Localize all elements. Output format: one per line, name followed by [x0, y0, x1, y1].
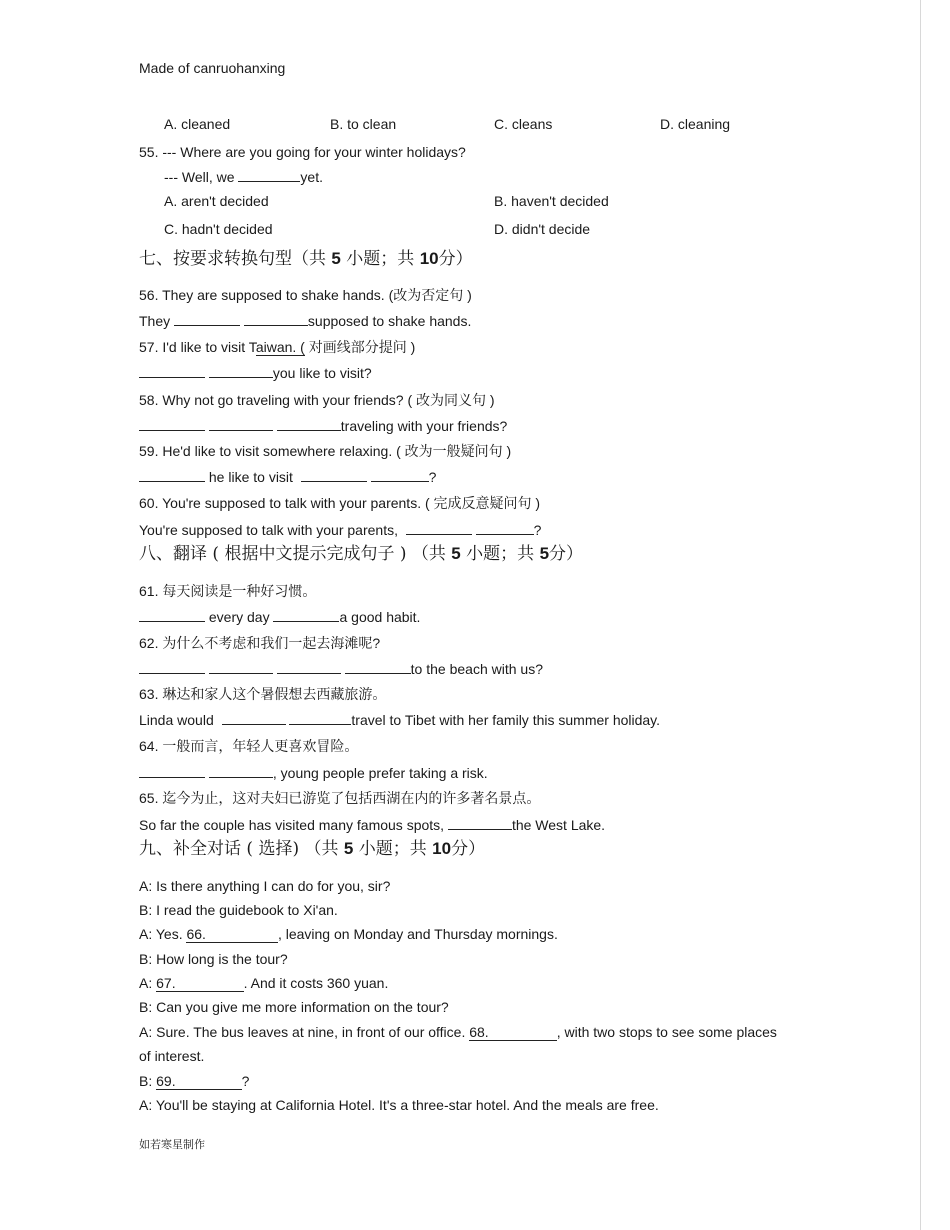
section-7-score: 10 [419, 249, 439, 268]
q54-option-a: A. cleaned [164, 116, 231, 132]
answer-blank [277, 417, 341, 431]
q56-stem: 56. They are supposed to shake hands. (改为否定句 ) [139, 287, 472, 303]
answer-blank [406, 521, 472, 535]
blank-number: 68. [469, 1024, 489, 1040]
q57-stem [139, 338, 415, 356]
answer-blank [209, 660, 273, 674]
section-9-post: 分） [451, 839, 486, 859]
q56-answer-pre: They [139, 313, 171, 329]
section-8-count: 5 [451, 544, 461, 563]
blank-66 [186, 926, 277, 943]
q55-option-d: D. didn't decide [494, 221, 591, 237]
answer-blank [209, 364, 273, 378]
dialog-line [139, 1023, 777, 1041]
dialog-line [139, 1072, 249, 1090]
answer-blank [371, 468, 429, 482]
section-7-mid: 小题；共 [346, 249, 415, 269]
answer-blank [139, 417, 205, 431]
dialog-line: B: Can you give me more information on the tour? [139, 999, 449, 1015]
dialog-text: A: Yes. [139, 926, 183, 942]
section-9-score: 10 [432, 839, 452, 858]
blank-number: 69. [156, 1073, 176, 1089]
q58-stem: 58. Why not go traveling with your friends? ( 改为同义句 ) [139, 392, 495, 408]
q61-stem: 61. 每天阅读是一种好习惯。 [139, 583, 317, 599]
q59-answer-post: ? [428, 469, 437, 485]
q57-answer [139, 364, 372, 382]
q63-answer-post: travel to Tibet with her family this summer holiday. [351, 712, 661, 728]
q63-stem: 63. 琳达和家人这个暑假想去西藏旅游。 [139, 686, 387, 702]
answer-blank [273, 608, 339, 622]
page-edge [920, 0, 921, 1230]
dialog-text: ? [241, 1073, 250, 1089]
answer-blank [139, 660, 205, 674]
q54-option-c: C. cleans [494, 116, 553, 132]
dialog-text: . And it costs 360 yuan. [243, 975, 389, 991]
dialog-text: A: Sure. The bus leaves at nine, in front of our office. [139, 1024, 466, 1040]
q62-answer [139, 660, 543, 678]
q62-stem: 62. 为什么不考虑和我们一起去海滩呢? [139, 635, 381, 651]
q54-option-d: D. cleaning [660, 116, 731, 132]
q60-answer-post: ? [533, 522, 542, 538]
q55-reply-post: yet. [300, 169, 323, 185]
section-9-title: 九、补全对话 ( 选择) （共 [139, 839, 339, 859]
q60-answer [139, 521, 541, 539]
q63-answer-pre: Linda would [139, 712, 214, 728]
answer-blank [139, 764, 205, 778]
section-9-mid: 小题；共 [358, 839, 427, 859]
q65-answer-pre: So far the couple has visited many famous spots, [139, 817, 445, 833]
q57-stem-pre: 57. I'd like to visit T [139, 339, 256, 355]
q58-answer-post: traveling with your friends? [340, 418, 508, 434]
section-9-count: 5 [343, 839, 354, 858]
q59-answer [139, 468, 436, 486]
blank-number: 67. [156, 975, 176, 991]
q61-answer-post: a good habit. [339, 609, 421, 625]
section-9-heading [139, 838, 485, 860]
dialog-line [139, 925, 558, 943]
blank-67 [156, 975, 243, 992]
answer-blank [139, 468, 205, 482]
dialog-text: A: [139, 975, 153, 991]
answer-blank [222, 711, 286, 725]
dialog-line: B: I read the guidebook to Xi'an. [139, 902, 338, 918]
section-7-count: 5 [331, 249, 341, 268]
q55-option-a: A. aren't decided [164, 193, 269, 209]
q65-answer-post: the West Lake. [511, 817, 606, 833]
q54-option-b: B. to clean [330, 116, 397, 132]
q55-reply-pre: --- Well, we [164, 169, 235, 185]
dialog-line: A: You'll be staying at California Hotel. It's a three-star hotel. And the meals are free. [139, 1097, 659, 1113]
answer-blank [301, 468, 367, 482]
q65-answer [139, 816, 605, 834]
q60-answer-pre: You're supposed to talk with your parents, [139, 522, 398, 538]
q58-answer [139, 417, 507, 435]
q62-answer-post: to the beach with us? [410, 661, 543, 677]
q57-answer-post: you like to visit? [272, 365, 372, 381]
section-7-heading [139, 248, 473, 270]
answer-blank [139, 364, 205, 378]
q64-answer [139, 764, 488, 782]
q57-stem-post: 对画线部分提问 ) [308, 339, 416, 355]
answer-blank [139, 608, 205, 622]
q55-option-c: C. hadn't decided [164, 221, 273, 237]
q61-answer [139, 608, 420, 626]
q55-stem: 55. --- Where are you going for your winter holidays? [139, 144, 466, 160]
answer-blank [209, 764, 273, 778]
q56-answer [139, 312, 471, 330]
answer-blank [244, 312, 308, 326]
section-8-post: 分） [549, 544, 584, 564]
section-7-title: 七、按要求转换句型（共 [139, 249, 326, 269]
dialog-text: , with two stops to see some places [556, 1024, 777, 1040]
q65-stem: 65. 迄今为止，这对夫妇已游览了包括西湖在内的许多著名景点。 [139, 790, 541, 806]
answer-blank [277, 660, 341, 674]
section-8-title: 八、翻译 ( 根据中文提示完成句子 ) （共 [139, 544, 446, 564]
answer-blank [289, 711, 351, 725]
q64-stem: 64. 一般而言，年轻人更喜欢冒险。 [139, 738, 359, 754]
answer-blank [476, 521, 534, 535]
q56-answer-post: supposed to shake hands. [307, 313, 472, 329]
blank-number: 66. [186, 926, 206, 942]
answer-blank [448, 816, 512, 830]
dialog-text: B: [139, 1073, 153, 1089]
dialog-line: B: How long is the tour? [139, 951, 288, 967]
q64-answer-post: , young people prefer taking a risk. [272, 765, 488, 781]
q60-stem: 60. You're supposed to talk with your parents. ( 完成反意疑问句 ) [139, 495, 541, 511]
footer-source: 如若寒星制作 [139, 1138, 205, 1151]
section-8-mid: 小题；共 [466, 544, 535, 564]
q59-stem: 59. He'd like to visit somewhere relaxing. ( 改为一般疑问句 ) [139, 443, 512, 459]
q55-option-b: B. haven't decided [494, 193, 609, 209]
dialog-line: of interest. [139, 1048, 205, 1064]
q57-underlined-part: aiwan. ( [255, 339, 305, 355]
header-source: Made of canruohanxing [139, 60, 286, 76]
dialog-line: A: Is there anything I can do for you, sir? [139, 878, 391, 894]
q61-answer-mid: every day [208, 609, 270, 625]
answer-blank [209, 417, 273, 431]
answer-blank [345, 660, 411, 674]
answer-blank [238, 168, 300, 182]
q55-reply [164, 168, 323, 186]
answer-blank [174, 312, 240, 326]
dialog-text: , leaving on Monday and Thursday mornings. [277, 926, 558, 942]
q63-answer [139, 711, 660, 729]
section-7-post: 分） [438, 249, 473, 269]
blank-68 [469, 1024, 556, 1041]
section-8-score: 5 [539, 544, 550, 563]
q59-answer-mid: he like to visit [208, 469, 293, 485]
blank-69 [156, 1073, 241, 1090]
dialog-line [139, 974, 388, 992]
section-8-heading [139, 543, 583, 565]
